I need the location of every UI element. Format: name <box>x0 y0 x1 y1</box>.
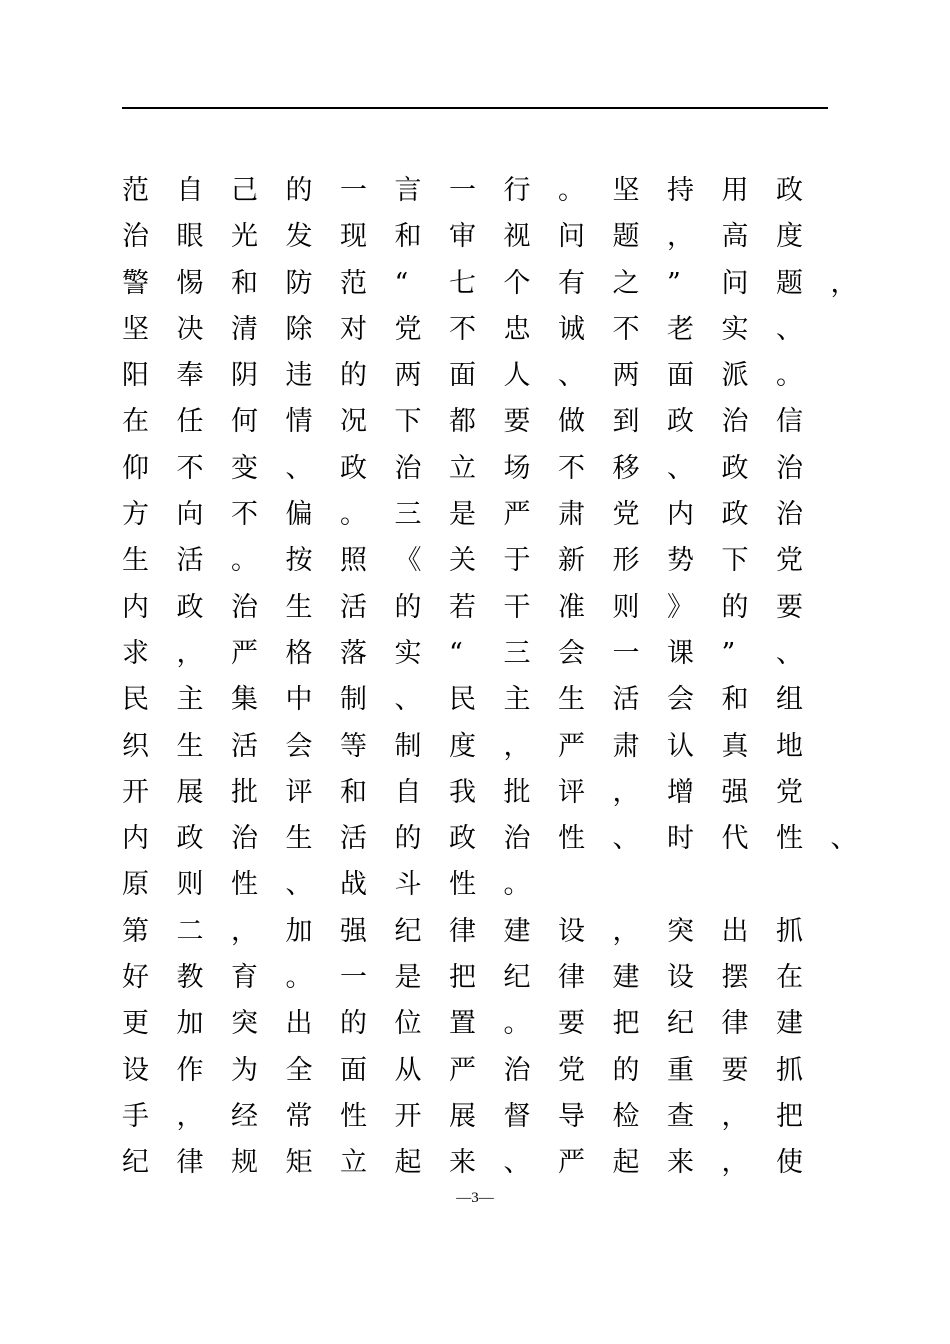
text-line: 内 政 治 生 活 的 政 治 性 、 时 代 性 、 <box>122 823 858 855</box>
text-line: 警 惕 和 防 范 “ 七 个 有 之 ” 问 题 ， <box>122 267 858 299</box>
text-line: 手 ， 经 常 性 开 展 督 导 检 查 ， 把 <box>122 1100 803 1132</box>
text-line: 范 自 己 的 一 言 一 行 。 坚 持 用 政 <box>122 175 803 206</box>
text-line: 在 任 何 情 况 下 都 要 做 到 政 治 信 <box>122 406 803 438</box>
text-line: 原 则 性 、 战 斗 性 。 <box>122 869 531 901</box>
header-rule <box>122 107 828 109</box>
text-line: 民 主 集 中 制 、 民 主 生 活 会 和 组 <box>122 684 803 716</box>
text-line: 织 生 活 会 等 制 度 ， 严 肃 认 真 地 <box>122 730 803 762</box>
text-line: 治 眼 光 发 现 和 审 视 问 题 ， 高 度 <box>122 221 803 253</box>
text-line: 设 作 为 全 面 从 严 治 党 的 重 要 抓 <box>122 1054 803 1086</box>
text-line: 第 二 ， 加 强 纪 律 建 设 ， 突 出 抓 <box>122 915 803 947</box>
page-number: —3— <box>456 1190 494 1206</box>
text-line: 好 教 育 。 一 是 把 纪 律 建 设 摆 在 <box>122 962 803 994</box>
text-line: 更 加 突 出 的 位 置 。 要 把 纪 律 建 <box>122 1008 803 1040</box>
text-line: 阳 奉 阴 违 的 两 面 人 、 两 面 派 。 <box>122 360 803 392</box>
text-line: 方 向 不 偏 。 三 是 严 肃 党 内 政 治 <box>122 499 803 531</box>
text-line: 生 活 。 按 照 《 关 于 新 形 势 下 党 <box>122 545 803 577</box>
text-line: 仰 不 变 、 政 治 立 场 不 移 、 政 治 <box>122 452 803 484</box>
text-line: 坚 决 清 除 对 党 不 忠 诚 不 老 实 、 <box>122 313 803 345</box>
text-line: 开 展 批 评 和 自 我 批 评 ， 增 强 党 <box>122 776 803 808</box>
text-line: 求 ， 严 格 落 实 “ 三 会 一 课 ” 、 <box>122 637 803 669</box>
text-line: 纪 律 规 矩 立 起 来 、 严 起 来 ， 使 <box>122 1147 803 1179</box>
document-body <box>122 168 862 1187</box>
text-line: 内 政 治 生 活 的 若 干 准 则 》 的 要 <box>122 591 803 623</box>
